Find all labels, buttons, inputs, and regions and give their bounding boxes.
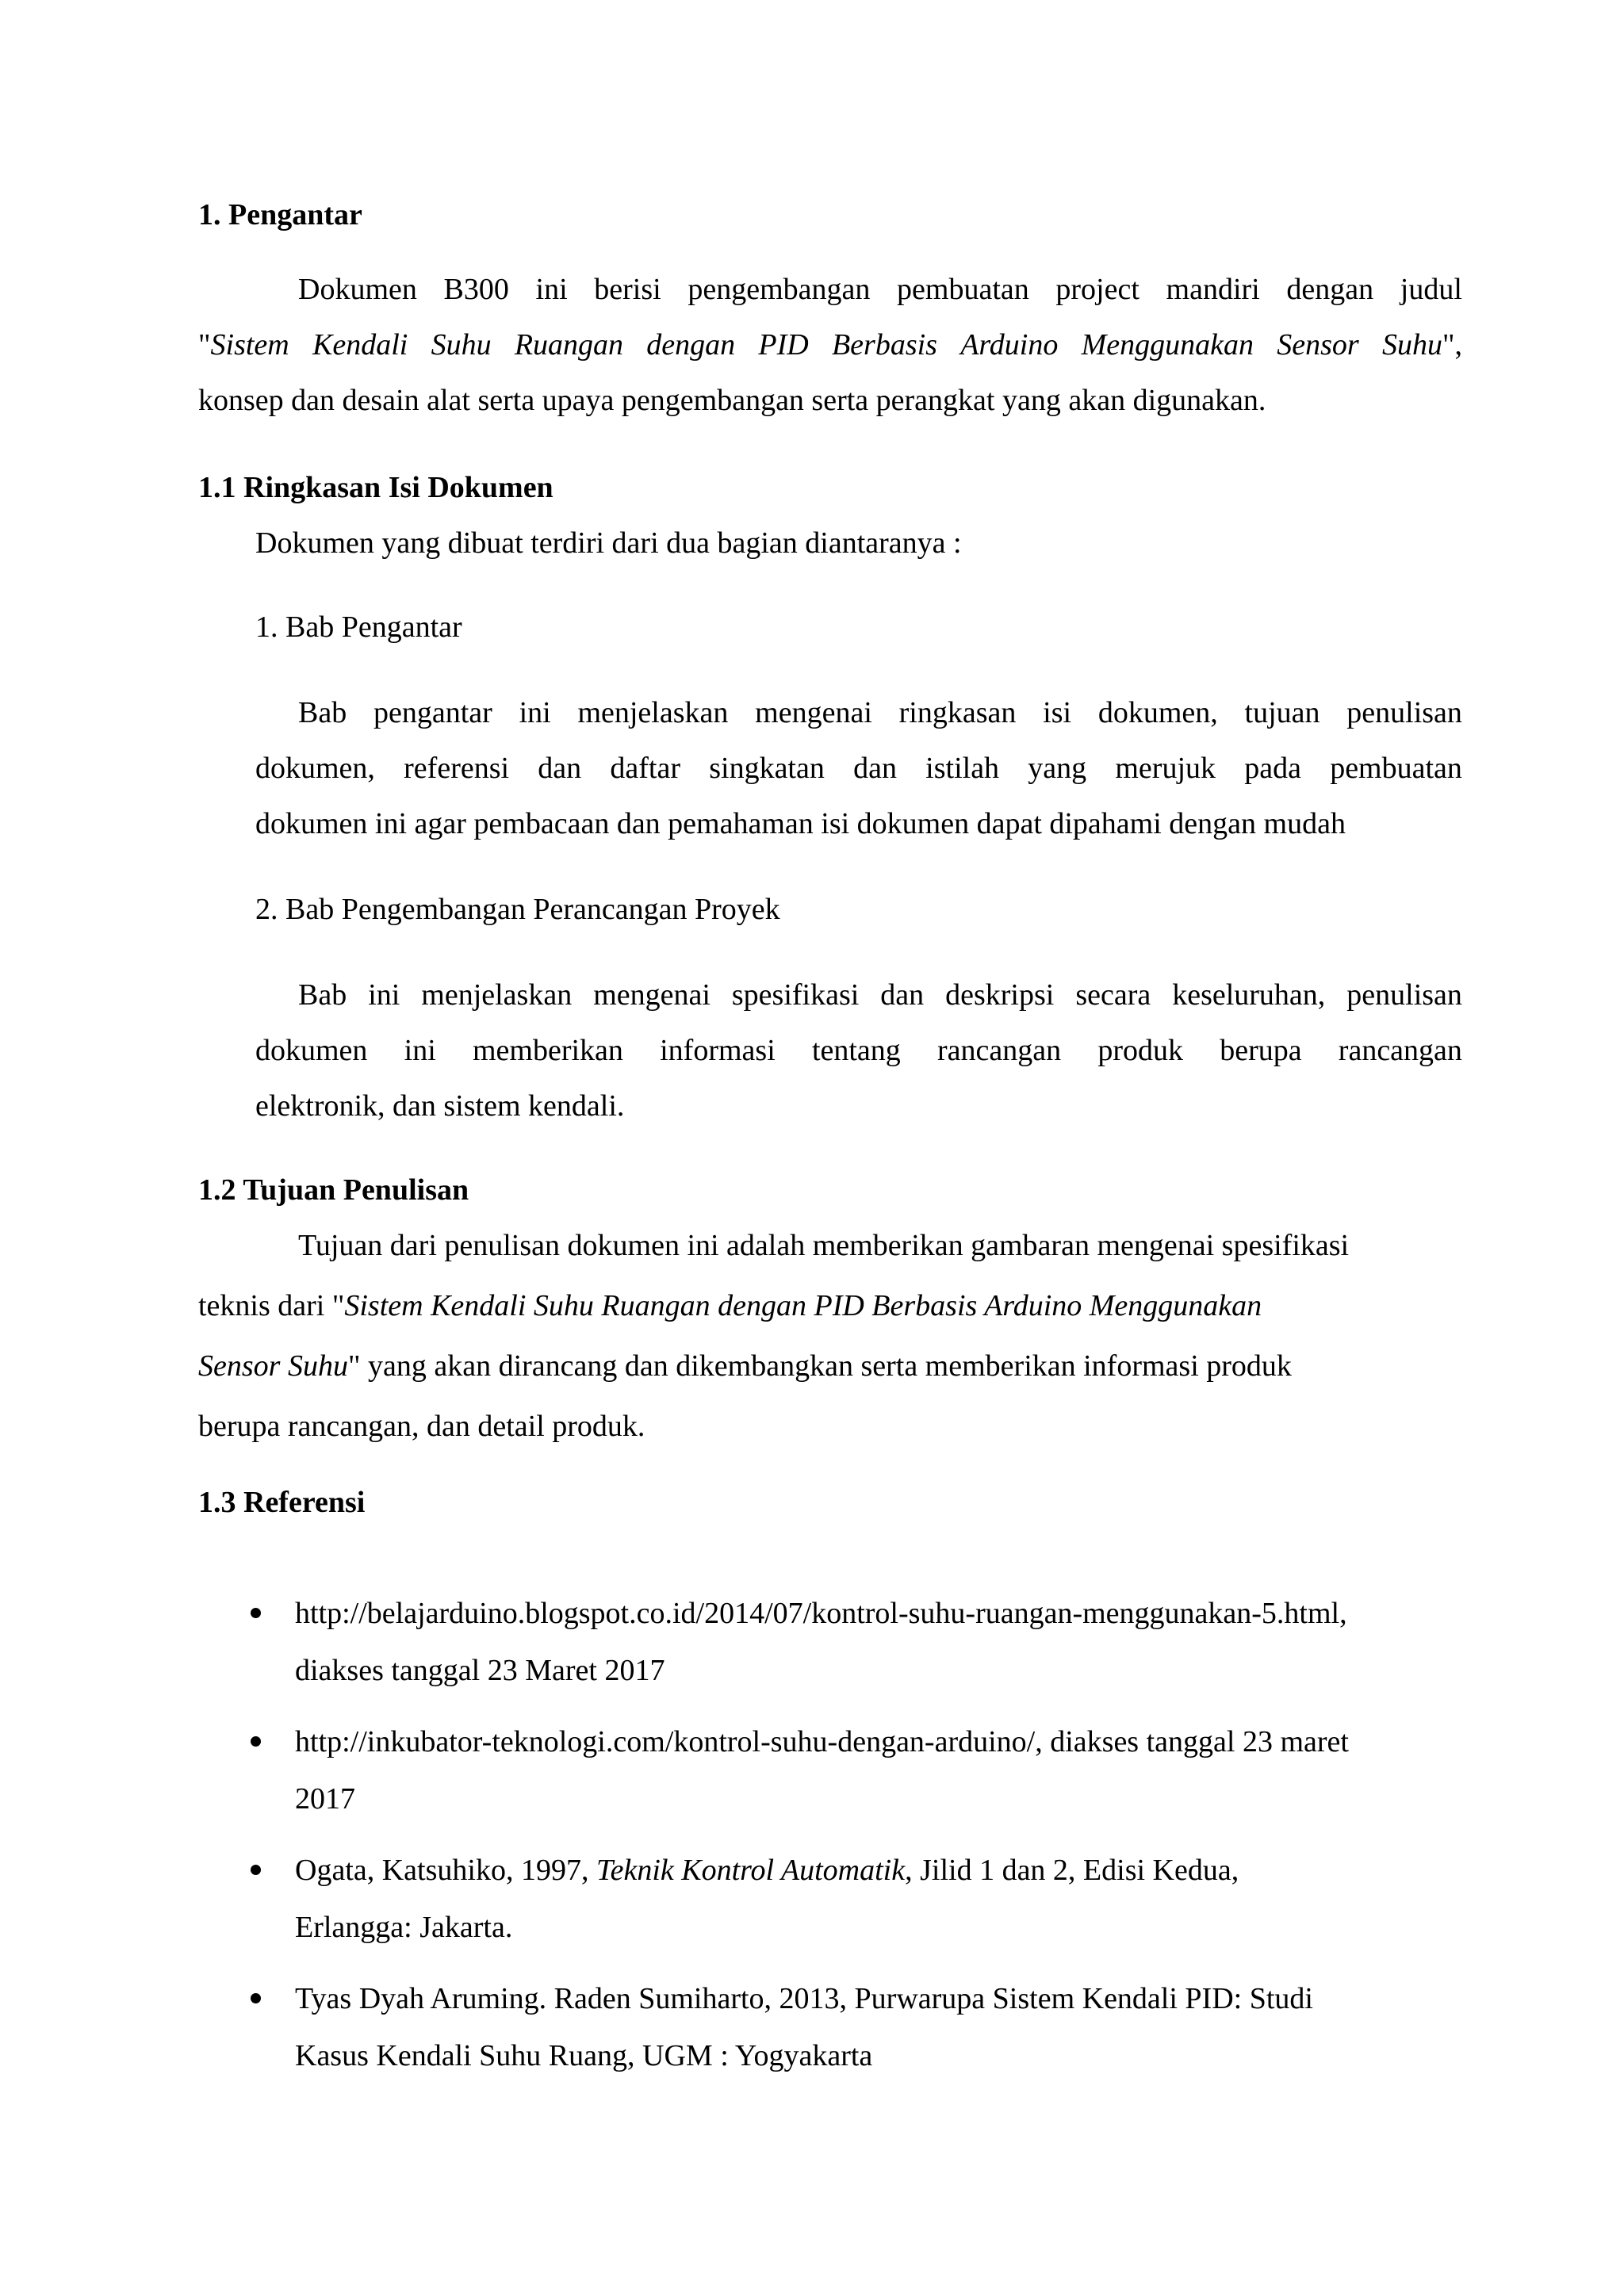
reference-2-line-2: 2017 — [295, 1782, 355, 1816]
ringkasan-intro: Dokumen yang dibuat terdiri dari dua bagian diantaranya : — [255, 526, 962, 560]
tujuan-line-4: berupa rancangan, dan detail produk. — [198, 1410, 645, 1443]
bab-pengembangan-line-1: Bab ini menjelaskan mengenai spesifikasi dan deskripsi secara keseluruhan, penulisan — [298, 978, 1462, 1012]
section-heading-tujuan: 1.2 Tujuan Penulisan — [198, 1173, 469, 1207]
section-heading-ringkasan: 1.1 Ringkasan Isi Dokumen — [198, 471, 553, 504]
reference-1-line-1: http://belajarduino.blogspot.co.id/2014/07/kontrol-suhu-ruangan-menggunakan-5.html, — [295, 1597, 1347, 1630]
bullet-icon — [251, 1865, 261, 1875]
bab-pengantar-line-3: dokumen ini agar pembacaan dan pemahaman isi dokumen dapat dipahami dengan mudah — [255, 807, 1346, 840]
pengantar-para-line-1: Dokumen B300 ini berisi pengembangan pembuatan project mandiri dengan judul — [298, 273, 1462, 306]
bullet-icon — [251, 1736, 261, 1747]
reference-3-line-2: Erlangga: Jakarta. — [295, 1911, 513, 1944]
reference-4-line-2: Kasus Kendali Suhu Ruang, UGM : Yogyakarta — [295, 2039, 873, 2072]
pengantar-para-line-2: "Sistem Kendali Suhu Ruangan dengan PID Berbasis Arduino Menggunakan Sensor Suhu", — [198, 328, 1462, 362]
pengantar-para-line-3: konsep dan desain alat serta upaya pengembangan serta perangkat yang akan digunakan. — [198, 384, 1266, 417]
reference-3-line-1: Ogata, Katsuhiko, 1997, Teknik Kontrol Automatik, Jilid 1 dan 2, Edisi Kedua, — [295, 1854, 1239, 1887]
bab-pengantar-line-1: Bab pengantar ini menjelaskan mengenai ringkasan isi dokumen, tujuan penulisan — [298, 696, 1462, 729]
tujuan-line-2: teknis dari "Sistem Kendali Suhu Ruangan dengan PID Berbasis Arduino Menggunakan — [198, 1289, 1262, 1322]
bullet-icon — [251, 1993, 261, 2003]
section-heading-referensi: 1.3 Referensi — [198, 1486, 366, 1519]
bab-pengantar-line-2: dokumen, referensi dan daftar singkatan dan istilah yang merujuk pada pembuatan — [255, 752, 1462, 785]
bullet-icon — [251, 1608, 261, 1618]
tujuan-line-3: Sensor Suhu" yang akan dirancang dan dikembangkan serta memberikan informasi produk — [198, 1349, 1292, 1383]
reference-2-line-1: http://inkubator-teknologi.com/kontrol-suhu-dengan-arduino/, diakses tanggal 23 maret — [295, 1725, 1349, 1758]
item-title-bab-pengembangan: 2. Bab Pengembangan Perancangan Proyek — [255, 893, 780, 926]
bab-pengembangan-line-2: dokumen ini memberikan informasi tentang rancangan produk berupa rancangan — [255, 1034, 1462, 1067]
reference-1-line-2: diakses tanggal 23 Maret 2017 — [295, 1654, 665, 1687]
section-heading-pengantar: 1. Pengantar — [198, 198, 362, 232]
item-title-bab-pengantar: 1. Bab Pengantar — [255, 610, 462, 644]
tujuan-line-1: Tujuan dari penulisan dokumen ini adalah memberikan gambaran mengenai spesifikasi — [298, 1229, 1350, 1262]
bab-pengembangan-line-3: elektronik, dan sistem kendali. — [255, 1089, 625, 1123]
reference-4-line-1: Tyas Dyah Aruming. Raden Sumiharto, 2013, Purwarupa Sistem Kendali PID: Studi — [295, 1982, 1313, 2015]
